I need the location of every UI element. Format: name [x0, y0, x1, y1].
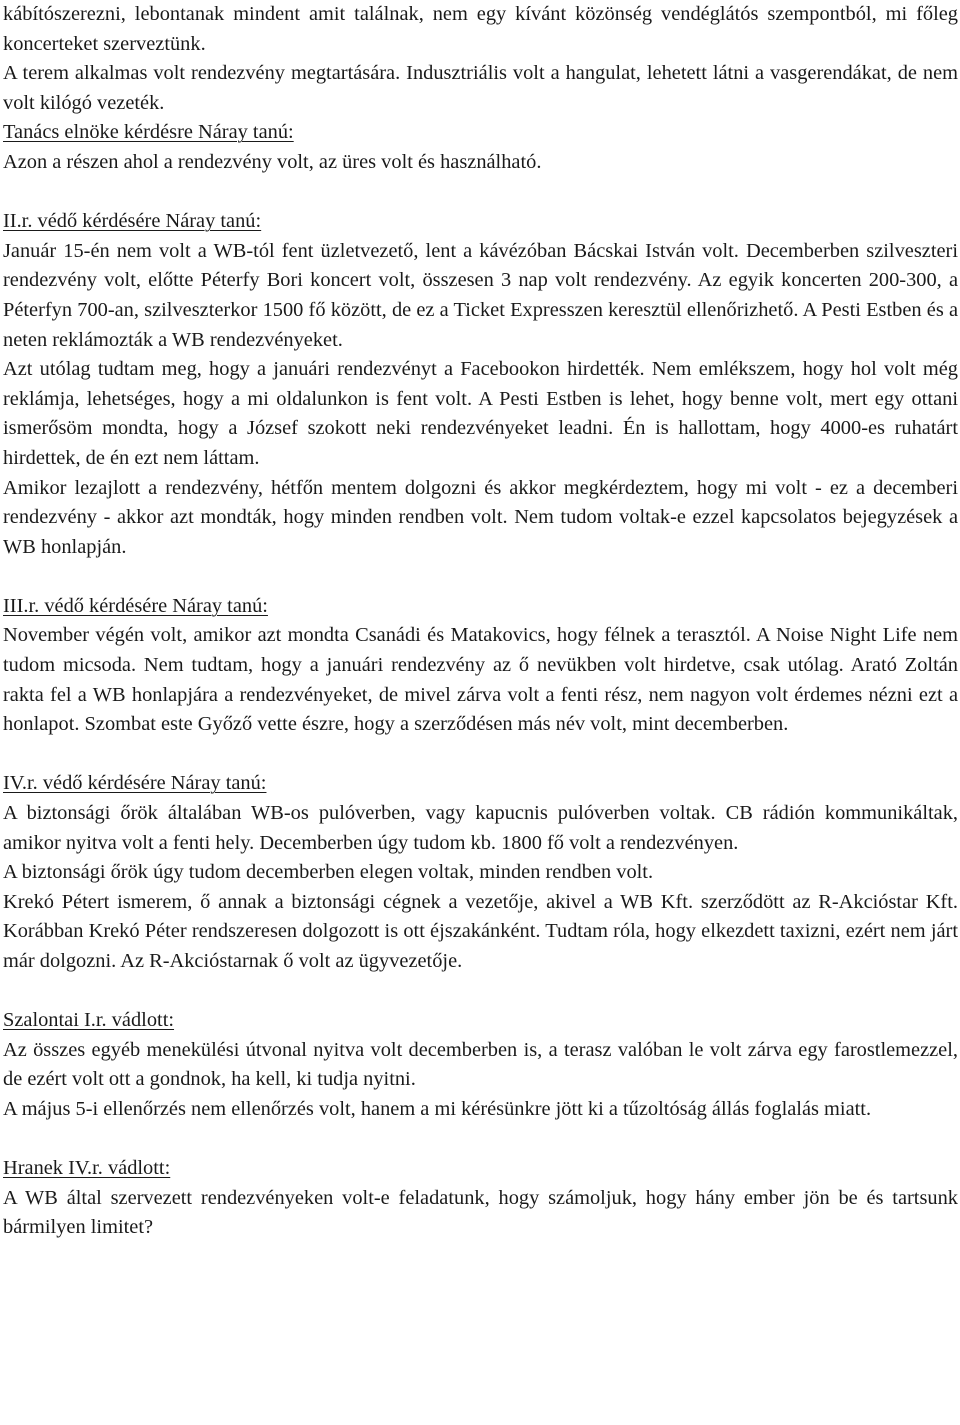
intro-block — [3, 0, 958, 118]
intro-paragraph-2: A terem alkalmas volt rendezvény megtartására. Indusztriális volt a hangulat, lehetett látni a vasgerendákat, de nem volt kilógó vezeték. — [3, 62, 958, 114]
spacer — [3, 1125, 958, 1155]
section-paragraph: A WB által szervezett rendezvényeken volt-e feladatunk, hogy számoljuk, hogy hány ember jön be és tartsunk bármilyen limitet? — [3, 1186, 958, 1239]
section-heading: Hranek IV.r. vádlott: — [3, 1157, 171, 1180]
section-paragraph: Azon a részen ahol a rendezvény volt, az üres volt és használható. — [3, 150, 542, 173]
document-page — [3, 0, 958, 1243]
section-heading: III.r. védő kérdésére Náray tanú: — [3, 594, 268, 617]
section-paragraph: A biztonsági őrök úgy tudom decemberben elegen voltak, minden rendben volt. — [3, 861, 654, 884]
section-paragraph: Azt utólag tudtam meg, hogy a januári rendezvényt a Facebookon hirdették. Nem emlékszem, hogy hol volt még reklámja, lehetséges, hogy a mi oldalunkon is fent volt. A Pesti Estben is lehet, hogy benne volt, mert egy ottani ismerősöm mondta, hogy a József szokott neki rendezvényeket leadni. Én is hallottam, hogy 4000-es ruhatárt hirdettek, de én ezt nem láttam. — [3, 358, 958, 469]
section-paragraph: November végén volt, amikor azt mondta Csanádi és Matakovics, hogy félnek a terasztól. A Noise Night Life nem tudom micsoda. Nem tudtam, hogy a januári rendezvény az ő nevükben volt hirdetve, csak utólag. Arató Zoltán rakta fel a WB honlapjára a rendezvényeket, de mivel zárva volt a fenti rész, nem nagyon volt érdemes nézni ezt a honlapot. Szombat este Győző vette észre, hogy a szerződésen más név volt, mint decemberben. — [3, 624, 958, 736]
spacer — [3, 178, 958, 208]
spacer — [3, 977, 958, 1007]
section-szalontai — [3, 1006, 958, 1124]
spacer — [3, 740, 958, 770]
section-iii-r-vedo — [3, 592, 958, 740]
section-paragraph: Krekó Pétert ismerem, ő annak a biztonsági cégnek a vezetője, akivel a WB Kft. szerződött az R-Akcióstar Kft. Korábban Krekó Péter rendszeresen dolgozott is ott éjszakánként. Tudtam róla, hogy elkezdett taxizni, ezért nem járt már dolgozni. Az R-Akcióstarnak ő volt az ügyvezetője. — [3, 890, 958, 972]
section-heading: Tanács elnöke kérdésre Náray tanú: — [3, 121, 294, 144]
section-tanacs-elnoke — [3, 118, 958, 177]
section-paragraph: Az összes egyéb menekülési útvonal nyitva volt decemberben is, a terasz valóban le volt zárva egy farostlemezzel, de ezért volt ott a gondnok, ha kell, ki tudja nyitni. — [3, 1038, 958, 1091]
section-iv-r-vedo — [3, 769, 958, 976]
section-paragraph: A biztonsági őrök általában WB-os pulóverben, vagy kapucnis pulóverben voltak. CB rádión kommunikáltak, amikor nyitva volt a fenti hely. Decemberben úgy tudom kb. 1800 fő volt a rendezvényen. — [3, 802, 958, 854]
section-heading: Szalontai I.r. vádlott: — [3, 1009, 175, 1032]
spacer — [3, 562, 958, 592]
section-ii-r-vedo — [3, 207, 958, 562]
section-heading: II.r. védő kérdésére Náray tanú: — [3, 210, 262, 233]
section-hranek — [3, 1154, 958, 1243]
intro-paragraph-1: kábítószerezni, lebontanak mindent amit találnak, nem egy kívánt közönség vendéglátós szempontból, mi főleg koncerteket szerveztünk. — [3, 3, 958, 55]
section-paragraph: A május 5-i ellenőrzés nem ellenőrzés volt, hanem a mi kérésünkre jött ki a tűzoltóság állás foglalás miatt. — [3, 1097, 872, 1120]
section-paragraph: Amikor lezajlott a rendezvény, hétfőn mentem dolgozni és akkor megkérdeztem, hogy mi volt - ez a decemberi rendezvény - akkor azt mondták, hogy minden rendben volt. Nem tudom voltak-e ezzel kapcsolatos bejegyzések a WB honlapján. — [3, 476, 958, 558]
section-paragraph: Január 15-én nem volt a WB-tól fent üzletvezető, lent a kávézóban Bácskai István volt. Decemberben szilveszteri rendezvény volt, előtte Péterfy Bori koncert volt, összesen 3 nap volt rendezvény. Az egyik koncerten 200-300, a Péterfyn 700-an, szilveszterkor 1500 fő között, de ez a Ticket Expresszen keresztül ellenőrizhető. A Pesti Estben és a neten reklámozták a WB rendezvényeket. — [3, 239, 958, 351]
section-heading: IV.r. védő kérdésére Náray tanú: — [3, 772, 267, 795]
